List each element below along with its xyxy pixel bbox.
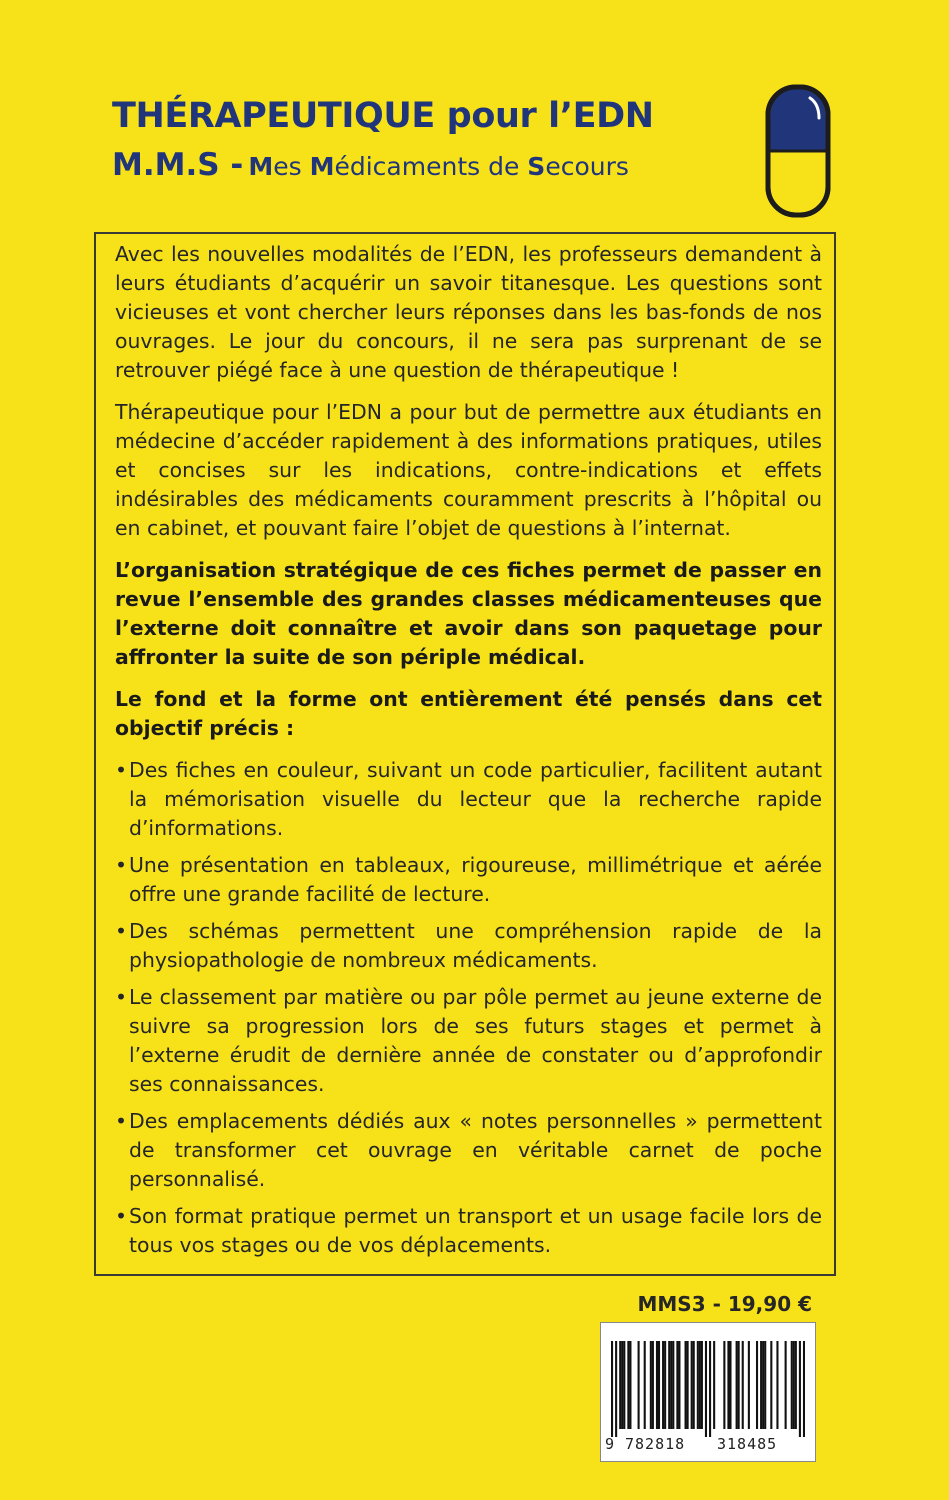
barcode-bar (672, 1341, 674, 1429)
barcode-bar (705, 1341, 707, 1437)
barcode-bar (785, 1341, 787, 1429)
barcode-bars (611, 1341, 805, 1437)
list-item (115, 1202, 822, 1260)
cover-header (112, 90, 812, 193)
barcode-bar (662, 1341, 664, 1429)
barcode-bar (693, 1341, 695, 1429)
barcode-bar (668, 1341, 670, 1429)
list-item-text: Des fiches en couleur, suivant un code particulier, facilitent autant la mémorisation visuelle du lecteur que la recherche rapide d’informations. (129, 758, 822, 840)
barcode-bar (799, 1341, 801, 1437)
barcode-bar (676, 1341, 678, 1429)
intro-paragraph: Avec les nouvelles modalités de l’EDN, les professeurs demandent à leurs étudiants d’acquérir un savoir titanesque. Les questions sont vicieuses et vont chercher leurs réponses dans les bas-fonds de nos ouvrages. Le jour du concours, il ne sera pas surprenant de se retrouver piégé face à une question de thérapeutique ! (115, 242, 822, 382)
list-item-text: Le classement par matière ou par pôle permet au jeune externe de suivre sa progression lors de ses futurs stages et permet à l’externe érudit de dernière année de constater ou d’approfondir ses connaissances. (129, 985, 822, 1096)
barcode-bar (760, 1341, 762, 1429)
barcode-bar (627, 1341, 629, 1429)
list-item (115, 1107, 822, 1194)
bullet-icon: • (115, 853, 128, 877)
list-item-text: Des schémas permettent une compréhension rapide de la physiopathologie de nombreux médicaments. (129, 919, 822, 972)
purpose-paragraph: Thérapeutique pour l’EDN a pour but de permettre aux étudiants en médecine d’accéder rapidement à des informations pratiques, utiles et concises sur les indications, contre-indications et effets indésirables des médicaments couramment prescrits à l’hôpital ou en cabinet, et pouvant faire l’objet de questions à l’internat. (115, 400, 822, 540)
barcode-bar (723, 1341, 725, 1429)
barcode-bar (791, 1341, 793, 1429)
subtitle-initial-1: M (248, 152, 274, 181)
barcode-left-digits: 782818 (625, 1435, 686, 1453)
description-text (115, 240, 822, 1268)
barcode-bar (699, 1341, 701, 1429)
subtitle-abbreviation: M.M.S - (112, 147, 244, 183)
barcode (600, 1322, 816, 1462)
barcode-bar (652, 1341, 654, 1429)
barcode-bar (742, 1341, 744, 1429)
barcode-bar (629, 1341, 631, 1429)
bullet-icon: • (115, 919, 128, 943)
bullet-icon: • (115, 758, 128, 782)
barcode-bar (619, 1341, 621, 1429)
barcode-bar (793, 1341, 795, 1429)
barcode-bar (770, 1341, 772, 1429)
bullet-icon: • (115, 1109, 128, 1133)
subtitle-word-3: ecours (545, 152, 629, 181)
barcode-bar (709, 1341, 711, 1437)
barcode-bar (776, 1341, 778, 1429)
barcode-bar (621, 1341, 623, 1429)
list-item (115, 917, 822, 975)
barcode-bar (727, 1341, 729, 1429)
barcode-bar (701, 1341, 703, 1429)
barcode-bar (803, 1341, 805, 1437)
subtitle-initial-3: S (527, 152, 546, 181)
list-item-text: Une présentation en tableaux, rigoureuse, millimétrique et aérée offre une grande facilité de lecture. (129, 853, 822, 906)
barcode-bar (756, 1341, 758, 1429)
barcode-bar (678, 1341, 680, 1429)
barcode-bar (697, 1341, 699, 1429)
barcode-bar (762, 1341, 764, 1429)
barcode-bar (638, 1341, 640, 1429)
list-item-text: Des emplacements dédiés aux « notes personnelles » permettent de transformer cet ouvrage en véritable carnet de poche personnalisé. (129, 1109, 822, 1191)
organisation-paragraph: L’organisation stratégique de ces fiches permet de passer en revue l’ensemble des grandes classes médicamenteuses que l’externe doit connaître et avoir dans son paquetage pour affronter la suite de son périple médical. (115, 558, 822, 669)
barcode-right-digits: 318485 (717, 1435, 778, 1453)
barcode-bar (615, 1341, 617, 1437)
barcode-bar (670, 1341, 672, 1429)
barcode-bar (691, 1341, 693, 1429)
barcode-bar (623, 1341, 625, 1429)
barcode-bar (611, 1341, 613, 1437)
objective-paragraph: Le fond et la forme ont entièrement été pensés dans cet objectif précis : (115, 687, 822, 740)
list-item-text: Son format pratique permet un transport et un usage facile lors de tous vos stages ou de vos déplacements. (129, 1204, 822, 1257)
barcode-bar (644, 1341, 646, 1429)
barcode-bar (658, 1341, 660, 1429)
capsule-icon (765, 84, 831, 218)
list-item (115, 756, 822, 843)
barcode-bar (713, 1341, 715, 1429)
barcode-bar (738, 1341, 740, 1429)
subtitle-word-1: es (273, 152, 310, 181)
barcode-bar (650, 1341, 652, 1429)
book-title: THÉRAPEUTIQUE pour l’EDN (112, 96, 654, 136)
barcode-first-digit: 9 (605, 1435, 616, 1453)
subtitle-initial-2: M (309, 152, 335, 181)
barcode-bar (764, 1341, 766, 1429)
price-label: MMS3 - 19,90 € (637, 1292, 812, 1316)
barcode-bar (736, 1341, 738, 1429)
barcode-bar (795, 1341, 797, 1429)
book-subtitle (112, 142, 812, 193)
barcode-bar (664, 1341, 666, 1429)
barcode-bar (685, 1341, 687, 1429)
bullet-icon: • (115, 985, 128, 1009)
barcode-bar (729, 1341, 731, 1429)
subtitle-full (248, 152, 629, 181)
feature-list (115, 756, 822, 1260)
subtitle-word-2: édicaments de (334, 152, 528, 181)
list-item (115, 983, 822, 1099)
barcode-bar (687, 1341, 689, 1429)
barcode-bar (656, 1341, 658, 1429)
list-item (115, 851, 822, 909)
barcode-bar (748, 1341, 750, 1429)
bullet-icon: • (115, 1204, 128, 1228)
